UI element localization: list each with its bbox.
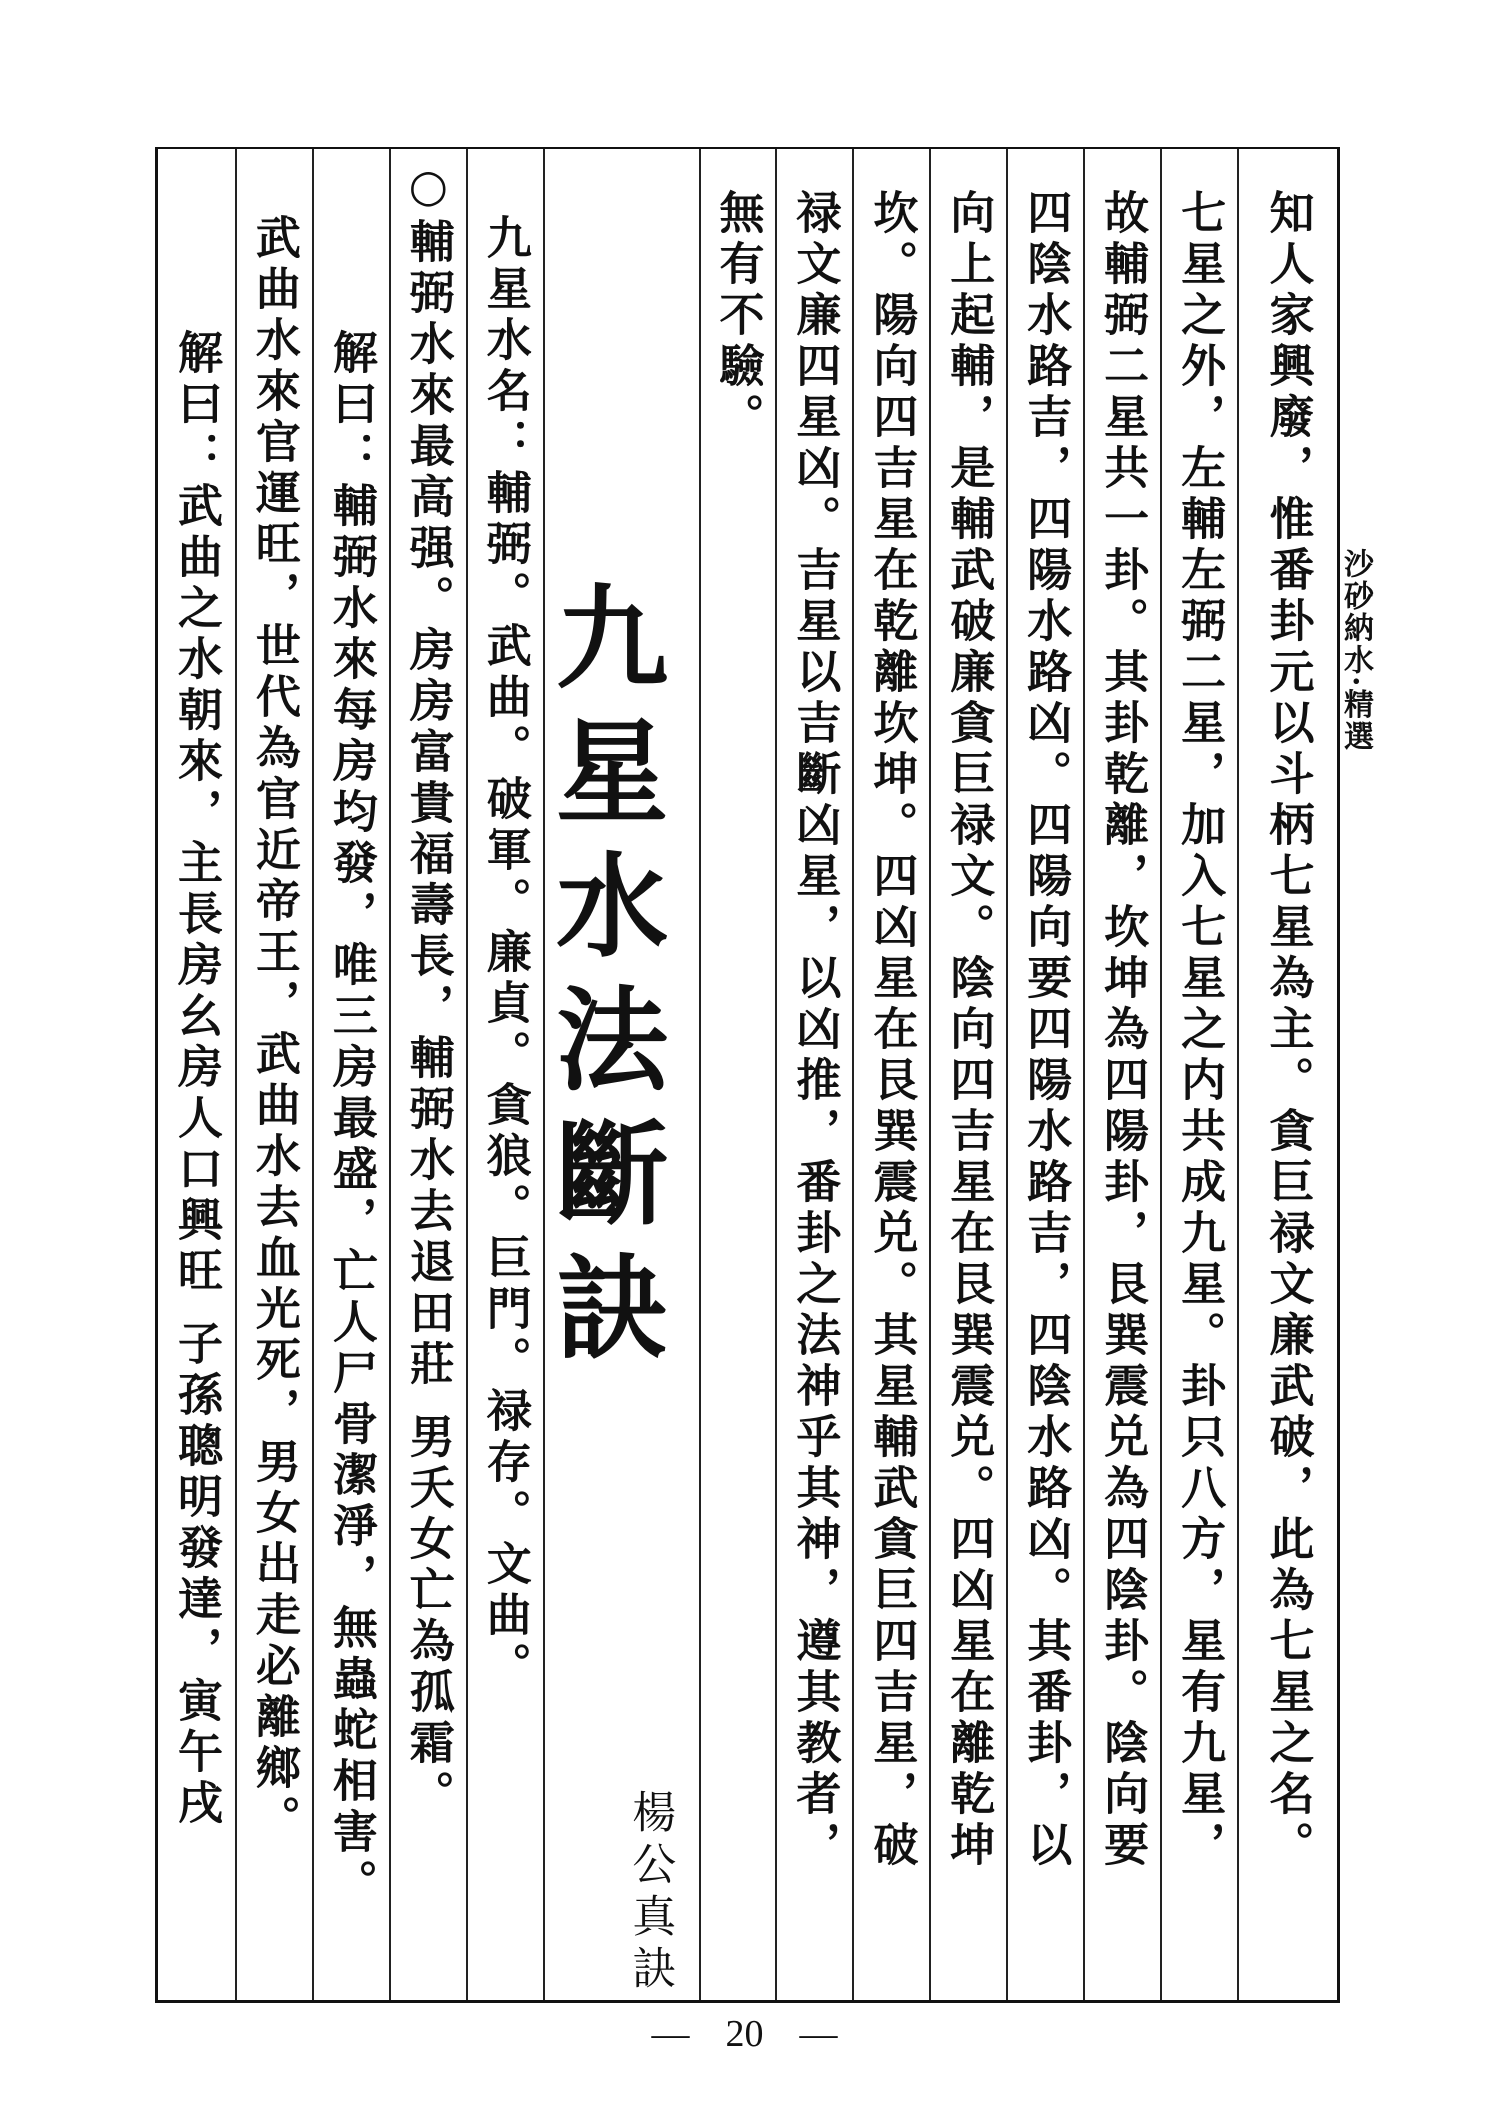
column-text: 四陰水路吉，四陽水路凶。四陽向要四陽水路吉，四陰水路凶。其番卦，以 <box>1019 189 1073 1872</box>
page-dash-right: — <box>799 2013 838 2055</box>
section-title: 九星水法斷訣 <box>537 579 669 1383</box>
text-column <box>235 149 312 2000</box>
text-column <box>852 149 929 2000</box>
text-column <box>1237 149 1337 2000</box>
page-number-value: 20 <box>725 2013 764 2055</box>
column-text: 向上起輔，是輔武破廉貪巨禄文。陰向四吉星在艮巽震兑。四凶星在離乾坤 <box>942 189 996 1872</box>
column-text: 解曰：武曲之水朝來，主長房幺房人口興旺 子孫聰明發達，寅午戌 <box>169 329 223 1830</box>
column-text: 故輔弼二星共一卦。其卦乾離，坎坤為四陽卦，艮巽震兑為四陰卦。陰向要 <box>1096 189 1150 1872</box>
column-text: ○輔弼水來最高强。房房富貴福壽長，輔弼水去退田莊 男夭女亡為孤霜。 <box>401 159 455 1821</box>
column-text: 解曰：輔弼水來每房均發，唯三房最盛，亡人尸骨潔淨，無蟲蛇相害。 <box>324 329 378 1910</box>
page-dash-left: — <box>651 2013 690 2055</box>
text-column <box>1083 149 1160 2000</box>
running-header: 沙砂納水·精選 <box>1338 548 1373 753</box>
text-frame <box>155 147 1340 2003</box>
text-column <box>1160 149 1237 2000</box>
page-number <box>0 2012 1489 2056</box>
column-text: 知人家興廢，惟番卦元以斗柄七星為主。貪巨禄文廉武破，此為七星之名。 <box>1261 189 1315 1872</box>
text-column <box>158 149 235 2000</box>
column-text: 七星之外，左輔左弼二星，加入七星之内共成九星。卦只八方，星有九星， <box>1173 189 1227 1872</box>
text-column <box>929 149 1006 2000</box>
text-column <box>1006 149 1083 2000</box>
text-column <box>699 149 776 2000</box>
column-text: 坎。陽向四吉星在乾離坎坤。四凶星在艮巽震兑。其星輔武貪巨四吉星，破 <box>865 189 919 1872</box>
column-text: 禄文廉四星凶。吉星以吉斷凶星，以凶推，番卦之法神乎其神，遵其教者， <box>788 189 842 1872</box>
section-author: 楊公真訣 <box>624 1789 676 1997</box>
text-column <box>312 149 389 2000</box>
text-column <box>466 149 543 2000</box>
text-column <box>389 149 466 2000</box>
column-text: 九星水名：輔弼。武曲。破軍。廉貞。貪狼。巨門。禄存。文曲。 <box>478 214 532 1693</box>
text-column <box>775 149 852 2000</box>
column-text: 無有不驗。 <box>711 189 765 444</box>
title-column <box>537 149 699 2000</box>
column-text: 武曲水來官運旺，世代為官近帝王，武曲水去血光死，男女出走必離鄉。 <box>247 214 301 1846</box>
